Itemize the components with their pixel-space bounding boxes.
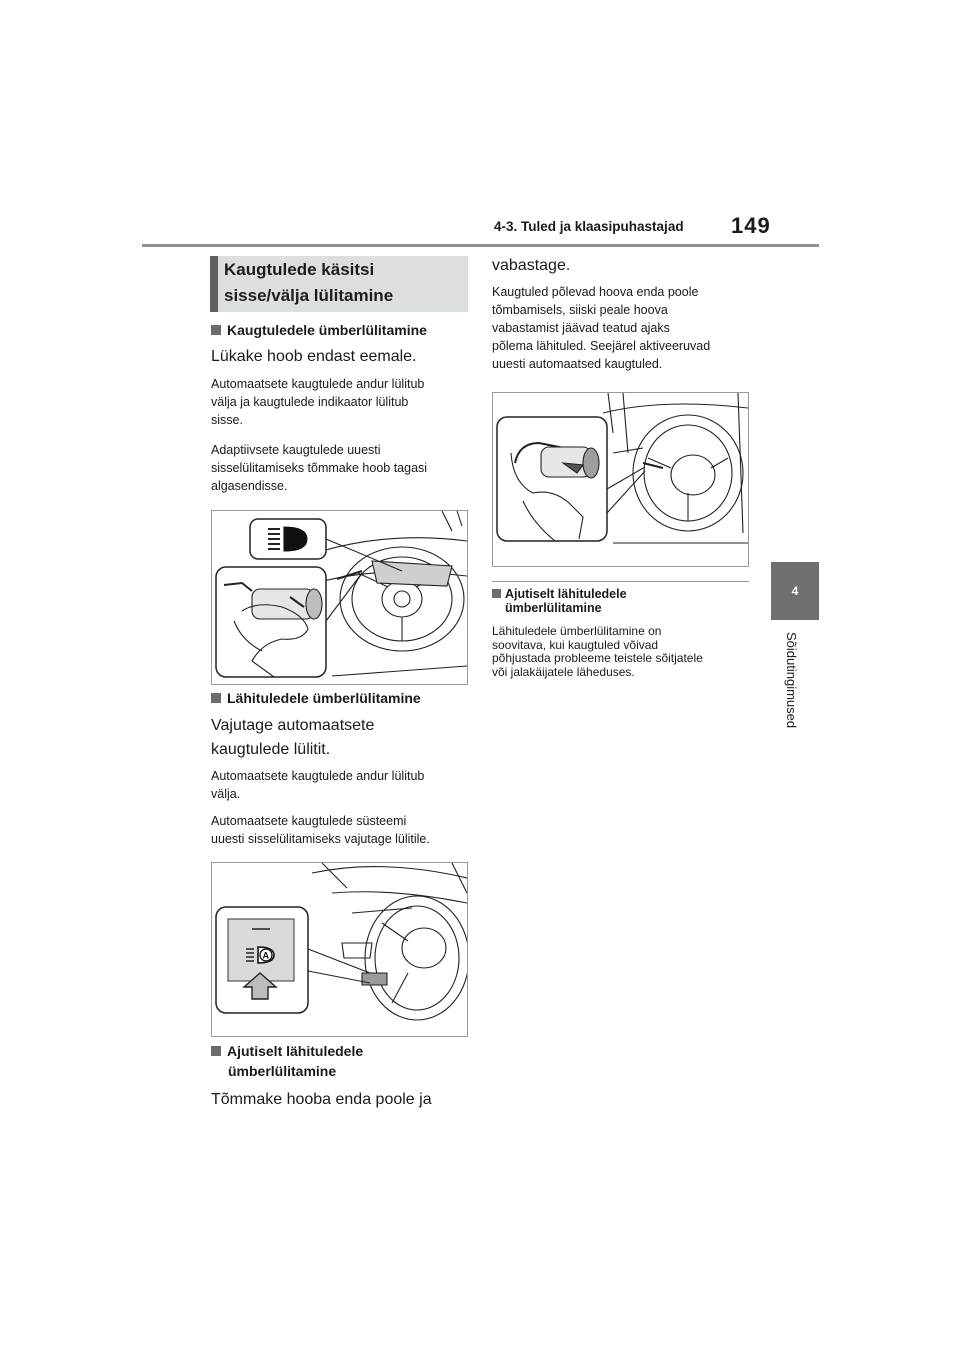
chapter-title: Sõidutingimused xyxy=(784,632,799,729)
bullet-square-icon xyxy=(492,589,501,598)
figure-press-switch xyxy=(211,862,468,1037)
running-header-section: 4-3. Tuled ja klaasipuhastajad xyxy=(494,219,684,234)
note-low-beam-2: Automaatsete kaugtulede süsteemi uuesti sisselülitamiseks vajutage lülitile. xyxy=(211,814,430,846)
note-high-beam-2: Adaptiivsete kaugtulede uuesti sisselülitamiseks tõmmake hoob tagasi algasendisse. xyxy=(211,443,428,493)
instruction-continued: vabastage. xyxy=(492,257,571,274)
instruction-temporary-low-beam: Tõmmake hooba enda poole ja xyxy=(211,1091,432,1108)
subheading-temporary-low-beam: Ajutiselt lähituledele ümberlülitamine xyxy=(211,1041,466,1081)
section-title-line-1: Kaugtulede käsitsi xyxy=(224,260,375,279)
subheading-temporary-low-beam-note: Ajutiselt lähituledele ümberlülitamine xyxy=(492,587,752,615)
subheading-low-beam: Lähituledele ümberlülitamine xyxy=(211,688,421,708)
page-number: 149 xyxy=(731,213,771,238)
figure-pull-lever xyxy=(492,392,749,567)
note-temporary-high-beam: Kaugtuled põlevad hoova enda poole tõmbamisels, siiski peale hoova vabastamist jäävad teatud ajaks põlema lähituled. Seejärel aktiveeruvad uuesti automaatsed kaugtuled. xyxy=(492,285,711,371)
chapter-tab xyxy=(771,562,819,620)
bullet-square-icon xyxy=(211,325,221,335)
section-title xyxy=(224,257,464,309)
subheading-high-beam: Kaugtuledele ümberlülitamine xyxy=(211,320,427,340)
figure-push-lever xyxy=(211,510,468,685)
bullet-square-icon xyxy=(211,1046,221,1056)
header-rule xyxy=(142,244,819,247)
section-title-bar xyxy=(210,256,218,312)
chapter-number: 4 xyxy=(791,584,799,598)
note-high-beam-1: Automaatsete kaugtulede andur lülitub välja ja kaugtulede indikaator lülitub sisse. xyxy=(211,377,425,427)
instruction-high-beam: Lükake hoob endast eemale. xyxy=(211,348,417,365)
note-low-beam-1: Automaatsete kaugtulede andur lülitub välja. xyxy=(211,769,425,801)
section-title-line-2: sisse/välja lülitamine xyxy=(224,286,394,305)
note-low-beam-recommended: Lähituledele ümberlülitamine on soovitava, kui kaugtuled võivad põhjustada probleeme teistele sõitjatele või jalakäijatele läheduses. xyxy=(492,624,703,679)
bullet-square-icon xyxy=(211,693,221,703)
divider-rule xyxy=(492,581,749,582)
svg-text:A: A xyxy=(262,950,269,961)
instruction-low-beam: Vajutage automaatsete kaugtulede lülitit. xyxy=(211,717,375,758)
